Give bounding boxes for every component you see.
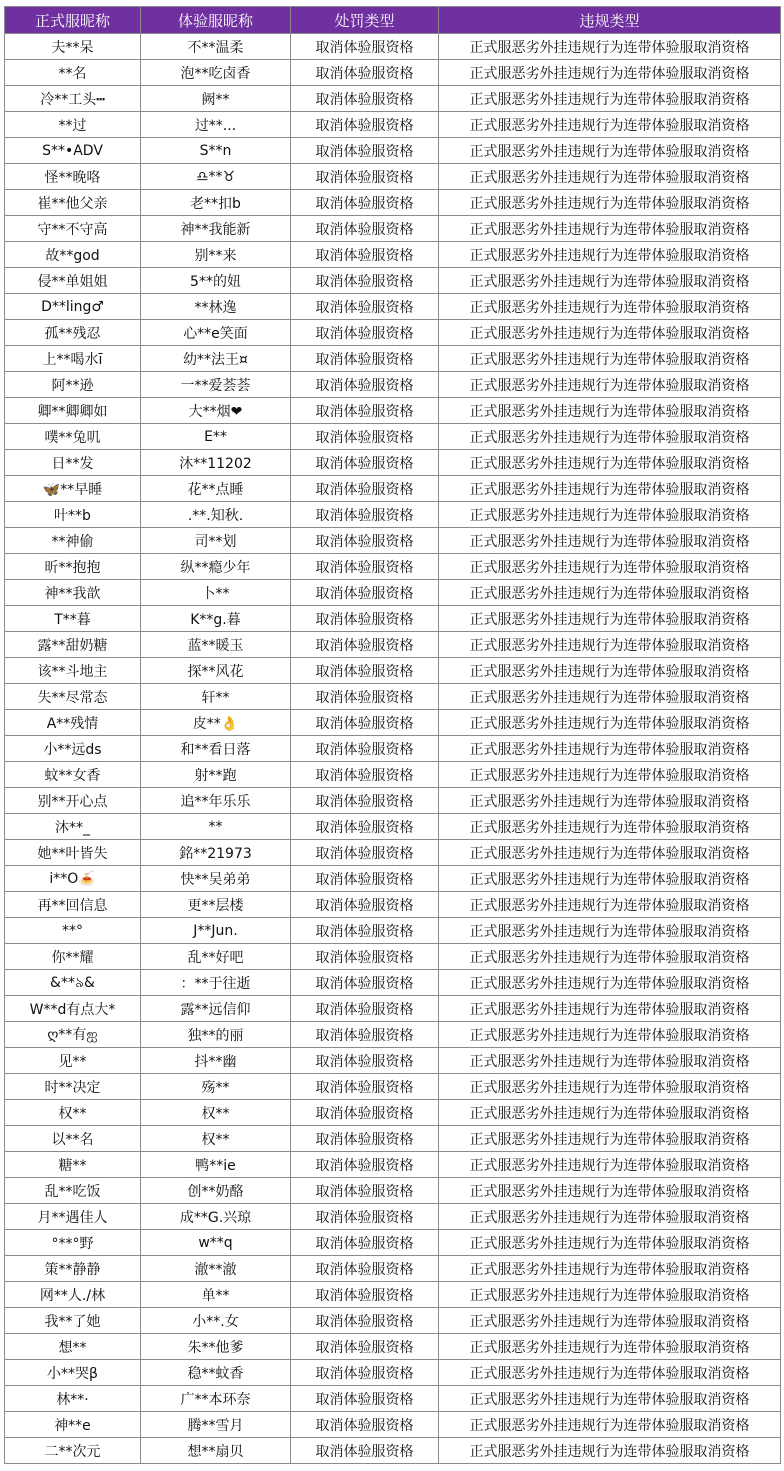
formal-nickname-cell: ღ**有ஐ bbox=[5, 1022, 141, 1048]
violation-type-cell: 正式服恶劣外挂违规行为连带体验服取消资格 bbox=[439, 1204, 781, 1230]
violation-type-cell: 正式服恶劣外挂违规行为连带体验服取消资格 bbox=[439, 1126, 781, 1152]
formal-nickname-cell: 昕**抱抱 bbox=[5, 554, 141, 580]
formal-nickname-cell: 噗**兔叽 bbox=[5, 424, 141, 450]
violation-type-cell: 正式服恶劣外挂违规行为连带体验服取消资格 bbox=[439, 736, 781, 762]
formal-nickname-cell: 林**· bbox=[5, 1386, 141, 1412]
table-row bbox=[5, 190, 781, 216]
penalty-type-cell: 取消体验服资格 bbox=[291, 866, 439, 892]
violation-type-cell: 正式服恶劣外挂违规行为连带体验服取消资格 bbox=[439, 294, 781, 320]
trial-nickname-cell: E** bbox=[141, 424, 291, 450]
trial-nickname-cell: 不**温柔 bbox=[141, 34, 291, 60]
table-row bbox=[5, 1048, 781, 1074]
formal-nickname-cell: 你**耀 bbox=[5, 944, 141, 970]
penalty-type-cell: 取消体验服资格 bbox=[291, 554, 439, 580]
table-row bbox=[5, 1282, 781, 1308]
trial-nickname-cell: 殇** bbox=[141, 1074, 291, 1100]
violation-type-cell: 正式服恶劣外挂违规行为连带体验服取消资格 bbox=[439, 476, 781, 502]
penalty-type-cell: 取消体验服资格 bbox=[291, 502, 439, 528]
penalty-type-cell: 取消体验服资格 bbox=[291, 138, 439, 164]
violation-type-cell: 正式服恶劣外挂违规行为连带体验服取消资格 bbox=[439, 242, 781, 268]
penalty-type-cell: 取消体验服资格 bbox=[291, 1230, 439, 1256]
violation-type-cell: 正式服恶劣外挂违规行为连带体验服取消资格 bbox=[439, 86, 781, 112]
table-row bbox=[5, 554, 781, 580]
formal-nickname-cell: 沐**_ bbox=[5, 814, 141, 840]
penalty-type-cell: 取消体验服资格 bbox=[291, 1100, 439, 1126]
formal-nickname-cell: 崔**他父亲 bbox=[5, 190, 141, 216]
penalty-type-cell: 取消体验服资格 bbox=[291, 450, 439, 476]
trial-nickname-cell: w**q bbox=[141, 1230, 291, 1256]
trial-nickname-cell: K**g.暮 bbox=[141, 606, 291, 632]
violation-type-cell: 正式服恶劣外挂违规行为连带体验服取消资格 bbox=[439, 788, 781, 814]
violation-type-cell: 正式服恶劣外挂违规行为连带体验服取消资格 bbox=[439, 1308, 781, 1334]
formal-nickname-cell: 别**开心点 bbox=[5, 788, 141, 814]
trial-nickname-cell: 创**奶酪 bbox=[141, 1178, 291, 1204]
header-trial-nickname: 体验服昵称 bbox=[141, 7, 291, 34]
trial-nickname-cell: 过**... bbox=[141, 112, 291, 138]
penalty-type-cell: 取消体验服资格 bbox=[291, 476, 439, 502]
formal-nickname-cell: 以**名 bbox=[5, 1126, 141, 1152]
table-row bbox=[5, 268, 781, 294]
table-row bbox=[5, 1230, 781, 1256]
trial-nickname-cell: 老**扣b bbox=[141, 190, 291, 216]
penalty-type-cell: 取消体验服资格 bbox=[291, 164, 439, 190]
table-row bbox=[5, 762, 781, 788]
violation-type-cell: 正式服恶劣外挂违规行为连带体验服取消资格 bbox=[439, 710, 781, 736]
penalty-type-cell: 取消体验服资格 bbox=[291, 1412, 439, 1438]
violation-type-cell: 正式服恶劣外挂违规行为连带体验服取消资格 bbox=[439, 632, 781, 658]
formal-nickname-cell: 见** bbox=[5, 1048, 141, 1074]
penalty-type-cell: 取消体验服资格 bbox=[291, 1152, 439, 1178]
penalty-type-cell: 取消体验服资格 bbox=[291, 996, 439, 1022]
formal-nickname-cell: 二**次元 bbox=[5, 1438, 141, 1464]
formal-nickname-cell: 小**哭β bbox=[5, 1360, 141, 1386]
table-row bbox=[5, 814, 781, 840]
trial-nickname-cell: 銘**21973 bbox=[141, 840, 291, 866]
table-row bbox=[5, 606, 781, 632]
penalty-type-cell: 取消体验服资格 bbox=[291, 1256, 439, 1282]
trial-nickname-cell: 独**的丽 bbox=[141, 1022, 291, 1048]
header-violation-type: 违规类型 bbox=[439, 7, 781, 34]
penalty-type-cell: 取消体验服资格 bbox=[291, 1386, 439, 1412]
trial-nickname-cell: 和**看日落 bbox=[141, 736, 291, 762]
violation-type-cell: 正式服恶劣外挂违规行为连带体验服取消资格 bbox=[439, 814, 781, 840]
penalty-type-cell: 取消体验服资格 bbox=[291, 320, 439, 346]
violation-type-cell: 正式服恶劣外挂违规行为连带体验服取消资格 bbox=[439, 892, 781, 918]
table-row bbox=[5, 1256, 781, 1282]
penalty-table-container bbox=[4, 6, 780, 1464]
penalty-type-cell: 取消体验服资格 bbox=[291, 736, 439, 762]
formal-nickname-cell: S**•ADV bbox=[5, 138, 141, 164]
penalty-type-cell: 取消体验服资格 bbox=[291, 944, 439, 970]
table-row bbox=[5, 398, 781, 424]
penalty-type-cell: 取消体验服资格 bbox=[291, 424, 439, 450]
penalty-type-cell: 取消体验服资格 bbox=[291, 840, 439, 866]
table-row bbox=[5, 1360, 781, 1386]
formal-nickname-cell: T**暮 bbox=[5, 606, 141, 632]
trial-nickname-cell: 轩** bbox=[141, 684, 291, 710]
table-header bbox=[5, 7, 781, 34]
penalty-table bbox=[4, 6, 781, 1464]
formal-nickname-cell: 我**了她 bbox=[5, 1308, 141, 1334]
trial-nickname-cell: ♎**♉ bbox=[141, 164, 291, 190]
formal-nickname-cell: &**৯& bbox=[5, 970, 141, 996]
trial-nickname-cell: 稳**蚊香 bbox=[141, 1360, 291, 1386]
violation-type-cell: 正式服恶劣外挂违规行为连带体验服取消资格 bbox=[439, 190, 781, 216]
table-row bbox=[5, 684, 781, 710]
table-row bbox=[5, 632, 781, 658]
formal-nickname-cell: 露**甜奶糖 bbox=[5, 632, 141, 658]
table-row bbox=[5, 1386, 781, 1412]
trial-nickname-cell: 泡**吃卤香 bbox=[141, 60, 291, 86]
trial-nickname-cell: ** bbox=[141, 814, 291, 840]
violation-type-cell: 正式服恶劣外挂违规行为连带体验服取消资格 bbox=[439, 502, 781, 528]
table-row bbox=[5, 1126, 781, 1152]
formal-nickname-cell: 故**god bbox=[5, 242, 141, 268]
violation-type-cell: 正式服恶劣外挂违规行为连带体验服取消资格 bbox=[439, 1334, 781, 1360]
penalty-type-cell: 取消体验服资格 bbox=[291, 970, 439, 996]
formal-nickname-cell: 乱**吃饭 bbox=[5, 1178, 141, 1204]
violation-type-cell: 正式服恶劣外挂违规行为连带体验服取消资格 bbox=[439, 840, 781, 866]
formal-nickname-cell: 蚊**女香 bbox=[5, 762, 141, 788]
table-body bbox=[5, 34, 781, 1464]
penalty-type-cell: 取消体验服资格 bbox=[291, 580, 439, 606]
trial-nickname-cell: 5**的妞 bbox=[141, 268, 291, 294]
penalty-type-cell: 取消体验服资格 bbox=[291, 372, 439, 398]
penalty-type-cell: 取消体验服资格 bbox=[291, 1178, 439, 1204]
violation-type-cell: 正式服恶劣外挂违规行为连带体验服取消资格 bbox=[439, 372, 781, 398]
penalty-type-cell: 取消体验服资格 bbox=[291, 606, 439, 632]
table-row bbox=[5, 996, 781, 1022]
trial-nickname-cell: 花**点睡 bbox=[141, 476, 291, 502]
violation-type-cell: 正式服恶劣外挂违规行为连带体验服取消资格 bbox=[439, 268, 781, 294]
formal-nickname-cell: 她**叶皆失 bbox=[5, 840, 141, 866]
formal-nickname-cell: i**O🍝 bbox=[5, 866, 141, 892]
table-row bbox=[5, 1334, 781, 1360]
table-row bbox=[5, 1074, 781, 1100]
violation-type-cell: 正式服恶劣外挂违规行为连带体验服取消资格 bbox=[439, 1048, 781, 1074]
violation-type-cell: 正式服恶劣外挂违规行为连带体验服取消资格 bbox=[439, 450, 781, 476]
table-row bbox=[5, 424, 781, 450]
table-row bbox=[5, 1022, 781, 1048]
formal-nickname-cell: 网**人./林 bbox=[5, 1282, 141, 1308]
violation-type-cell: 正式服恶劣外挂违规行为连带体验服取消资格 bbox=[439, 346, 781, 372]
table-row bbox=[5, 1204, 781, 1230]
penalty-type-cell: 取消体验服资格 bbox=[291, 1126, 439, 1152]
trial-nickname-cell: 更**层楼 bbox=[141, 892, 291, 918]
penalty-type-cell: 取消体验服资格 bbox=[291, 346, 439, 372]
trial-nickname-cell: 一**爱荟荟 bbox=[141, 372, 291, 398]
violation-type-cell: 正式服恶劣外挂违规行为连带体验服取消资格 bbox=[439, 216, 781, 242]
trial-nickname-cell: 露**远信仰 bbox=[141, 996, 291, 1022]
formal-nickname-cell: 想** bbox=[5, 1334, 141, 1360]
formal-nickname-cell: 小**远ds bbox=[5, 736, 141, 762]
trial-nickname-cell: 抖**幽 bbox=[141, 1048, 291, 1074]
trial-nickname-cell: 追**年乐乐 bbox=[141, 788, 291, 814]
trial-nickname-cell: 皮**👌 bbox=[141, 710, 291, 736]
formal-nickname-cell: 守**不守高 bbox=[5, 216, 141, 242]
trial-nickname-cell: 成**G.兴琼 bbox=[141, 1204, 291, 1230]
trial-nickname-cell: 幼**法王¤ bbox=[141, 346, 291, 372]
violation-type-cell: 正式服恶劣外挂违规行为连带体验服取消资格 bbox=[439, 554, 781, 580]
penalty-type-cell: 取消体验服资格 bbox=[291, 632, 439, 658]
trial-nickname-cell: 权** bbox=[141, 1126, 291, 1152]
table-row bbox=[5, 1100, 781, 1126]
violation-type-cell: 正式服恶劣外挂违规行为连带体验服取消资格 bbox=[439, 1386, 781, 1412]
penalty-type-cell: 取消体验服资格 bbox=[291, 762, 439, 788]
formal-nickname-cell: 权** bbox=[5, 1100, 141, 1126]
table-row bbox=[5, 86, 781, 112]
table-row bbox=[5, 372, 781, 398]
penalty-type-cell: 取消体验服资格 bbox=[291, 710, 439, 736]
trial-nickname-cell: 射**跑 bbox=[141, 762, 291, 788]
formal-nickname-cell: 神**e bbox=[5, 1412, 141, 1438]
formal-nickname-cell: 该**斗地主 bbox=[5, 658, 141, 684]
violation-type-cell: 正式服恶劣外挂违规行为连带体验服取消资格 bbox=[439, 1100, 781, 1126]
trial-nickname-cell: **林逸 bbox=[141, 294, 291, 320]
violation-type-cell: 正式服恶劣外挂违规行为连带体验服取消资格 bbox=[439, 138, 781, 164]
table-row bbox=[5, 970, 781, 996]
penalty-type-cell: 取消体验服资格 bbox=[291, 658, 439, 684]
penalty-type-cell: 取消体验服资格 bbox=[291, 1074, 439, 1100]
penalty-type-cell: 取消体验服资格 bbox=[291, 1438, 439, 1464]
table-row bbox=[5, 502, 781, 528]
formal-nickname-cell: 怪**晚咯 bbox=[5, 164, 141, 190]
violation-type-cell: 正式服恶劣外挂违规行为连带体验服取消资格 bbox=[439, 424, 781, 450]
penalty-type-cell: 取消体验服资格 bbox=[291, 112, 439, 138]
violation-type-cell: 正式服恶劣外挂违规行为连带体验服取消资格 bbox=[439, 1282, 781, 1308]
penalty-type-cell: 取消体验服资格 bbox=[291, 34, 439, 60]
table-row bbox=[5, 892, 781, 918]
penalty-type-cell: 取消体验服资格 bbox=[291, 684, 439, 710]
table-row bbox=[5, 736, 781, 762]
trial-nickname-cell: 卜** bbox=[141, 580, 291, 606]
table-row bbox=[5, 320, 781, 346]
table-row bbox=[5, 840, 781, 866]
formal-nickname-cell: 阿**逊 bbox=[5, 372, 141, 398]
violation-type-cell: 正式服恶劣外挂违规行为连带体验服取消资格 bbox=[439, 1074, 781, 1100]
table-row bbox=[5, 1308, 781, 1334]
table-row bbox=[5, 34, 781, 60]
formal-nickname-cell: 时**决定 bbox=[5, 1074, 141, 1100]
trial-nickname-cell: ：**于往逝 bbox=[141, 970, 291, 996]
penalty-type-cell: 取消体验服资格 bbox=[291, 268, 439, 294]
violation-type-cell: 正式服恶劣外挂违规行为连带体验服取消资格 bbox=[439, 996, 781, 1022]
table-row bbox=[5, 1412, 781, 1438]
penalty-type-cell: 取消体验服资格 bbox=[291, 216, 439, 242]
trial-nickname-cell: 别**来 bbox=[141, 242, 291, 268]
penalty-type-cell: 取消体验服资格 bbox=[291, 1048, 439, 1074]
trial-nickname-cell: 腾**雪月 bbox=[141, 1412, 291, 1438]
violation-type-cell: 正式服恶劣外挂违规行为连带体验服取消资格 bbox=[439, 1438, 781, 1464]
table-row bbox=[5, 866, 781, 892]
penalty-type-cell: 取消体验服资格 bbox=[291, 1204, 439, 1230]
formal-nickname-cell: 🦋**早睡 bbox=[5, 476, 141, 502]
trial-nickname-cell: 鸭**ie bbox=[141, 1152, 291, 1178]
trial-nickname-cell: 单** bbox=[141, 1282, 291, 1308]
trial-nickname-cell: J**Jun. bbox=[141, 918, 291, 944]
violation-type-cell: 正式服恶劣外挂违规行为连带体验服取消资格 bbox=[439, 112, 781, 138]
penalty-type-cell: 取消体验服资格 bbox=[291, 86, 439, 112]
table-row bbox=[5, 1178, 781, 1204]
violation-type-cell: 正式服恶劣外挂违规行为连带体验服取消资格 bbox=[439, 918, 781, 944]
formal-nickname-cell: 再**回信息 bbox=[5, 892, 141, 918]
trial-nickname-cell: 沐**11202 bbox=[141, 450, 291, 476]
formal-nickname-cell: 神**我歆 bbox=[5, 580, 141, 606]
penalty-type-cell: 取消体验服资格 bbox=[291, 892, 439, 918]
violation-type-cell: 正式服恶劣外挂违规行为连带体验服取消资格 bbox=[439, 320, 781, 346]
violation-type-cell: 正式服恶劣外挂违规行为连带体验服取消资格 bbox=[439, 970, 781, 996]
violation-type-cell: 正式服恶劣外挂违规行为连带体验服取消资格 bbox=[439, 1256, 781, 1282]
trial-nickname-cell: 心**e笑面 bbox=[141, 320, 291, 346]
violation-type-cell: 正式服恶劣外挂违规行为连带体验服取消资格 bbox=[439, 398, 781, 424]
penalty-type-cell: 取消体验服资格 bbox=[291, 1282, 439, 1308]
formal-nickname-cell: 夫**呆 bbox=[5, 34, 141, 60]
trial-nickname-cell: 探**风花 bbox=[141, 658, 291, 684]
formal-nickname-cell: D**ling♂ bbox=[5, 294, 141, 320]
header-penalty-type: 处罚类型 bbox=[291, 7, 439, 34]
violation-type-cell: 正式服恶劣外挂违规行为连带体验服取消资格 bbox=[439, 528, 781, 554]
table-row bbox=[5, 346, 781, 372]
violation-type-cell: 正式服恶劣外挂违规行为连带体验服取消资格 bbox=[439, 34, 781, 60]
violation-type-cell: 正式服恶劣外挂违规行为连带体验服取消资格 bbox=[439, 164, 781, 190]
table-row bbox=[5, 528, 781, 554]
trial-nickname-cell: 纵**瘾少年 bbox=[141, 554, 291, 580]
trial-nickname-cell: 权** bbox=[141, 1100, 291, 1126]
table-row bbox=[5, 138, 781, 164]
table-row bbox=[5, 242, 781, 268]
violation-type-cell: 正式服恶劣外挂违规行为连带体验服取消资格 bbox=[439, 944, 781, 970]
table-row bbox=[5, 1152, 781, 1178]
formal-nickname-cell: 侵**单姐姐 bbox=[5, 268, 141, 294]
table-row bbox=[5, 788, 781, 814]
violation-type-cell: 正式服恶劣外挂违规行为连带体验服取消资格 bbox=[439, 580, 781, 606]
violation-type-cell: 正式服恶劣外挂违规行为连带体验服取消资格 bbox=[439, 658, 781, 684]
trial-nickname-cell: 阙** bbox=[141, 86, 291, 112]
penalty-type-cell: 取消体验服资格 bbox=[291, 1360, 439, 1386]
trial-nickname-cell: 快**吴弟弟 bbox=[141, 866, 291, 892]
formal-nickname-cell: 冷**工头┅ bbox=[5, 86, 141, 112]
formal-nickname-cell: A**残情 bbox=[5, 710, 141, 736]
table-row bbox=[5, 294, 781, 320]
trial-nickname-cell: 神**我能新 bbox=[141, 216, 291, 242]
table-row bbox=[5, 60, 781, 86]
violation-type-cell: 正式服恶劣外挂违规行为连带体验服取消资格 bbox=[439, 1230, 781, 1256]
violation-type-cell: 正式服恶劣外挂违规行为连带体验服取消资格 bbox=[439, 1412, 781, 1438]
violation-type-cell: 正式服恶劣外挂违规行为连带体验服取消资格 bbox=[439, 1178, 781, 1204]
table-row bbox=[5, 450, 781, 476]
trial-nickname-cell: .**.知秋. bbox=[141, 502, 291, 528]
formal-nickname-cell: 策**静静 bbox=[5, 1256, 141, 1282]
violation-type-cell: 正式服恶劣外挂违规行为连带体验服取消资格 bbox=[439, 1022, 781, 1048]
formal-nickname-cell: 月**遇佳人 bbox=[5, 1204, 141, 1230]
table-row bbox=[5, 580, 781, 606]
table-row bbox=[5, 944, 781, 970]
table-row bbox=[5, 216, 781, 242]
header-row bbox=[5, 7, 781, 34]
trial-nickname-cell: 司**划 bbox=[141, 528, 291, 554]
penalty-type-cell: 取消体验服资格 bbox=[291, 918, 439, 944]
violation-type-cell: 正式服恶劣外挂违规行为连带体验服取消资格 bbox=[439, 606, 781, 632]
trial-nickname-cell: 大**烟❤ bbox=[141, 398, 291, 424]
trial-nickname-cell: 想**扇贝 bbox=[141, 1438, 291, 1464]
penalty-type-cell: 取消体验服资格 bbox=[291, 1334, 439, 1360]
violation-type-cell: 正式服恶劣外挂违规行为连带体验服取消资格 bbox=[439, 1360, 781, 1386]
trial-nickname-cell: 澈**澈 bbox=[141, 1256, 291, 1282]
table-row bbox=[5, 476, 781, 502]
formal-nickname-cell: **神偷 bbox=[5, 528, 141, 554]
trial-nickname-cell: S**n bbox=[141, 138, 291, 164]
formal-nickname-cell: 叶**b bbox=[5, 502, 141, 528]
penalty-type-cell: 取消体验服资格 bbox=[291, 1022, 439, 1048]
header-formal-nickname: 正式服昵称 bbox=[5, 7, 141, 34]
penalty-type-cell: 取消体验服资格 bbox=[291, 294, 439, 320]
formal-nickname-cell: **° bbox=[5, 918, 141, 944]
penalty-type-cell: 取消体验服资格 bbox=[291, 814, 439, 840]
formal-nickname-cell: W**d有点大* bbox=[5, 996, 141, 1022]
trial-nickname-cell: 小**.女 bbox=[141, 1308, 291, 1334]
trial-nickname-cell: 广**本环奈 bbox=[141, 1386, 291, 1412]
table-row bbox=[5, 710, 781, 736]
violation-type-cell: 正式服恶劣外挂违规行为连带体验服取消资格 bbox=[439, 60, 781, 86]
table-row bbox=[5, 918, 781, 944]
violation-type-cell: 正式服恶劣外挂违规行为连带体验服取消资格 bbox=[439, 866, 781, 892]
penalty-type-cell: 取消体验服资格 bbox=[291, 528, 439, 554]
trial-nickname-cell: 蓝**暖玉 bbox=[141, 632, 291, 658]
violation-type-cell: 正式服恶劣外挂违规行为连带体验服取消资格 bbox=[439, 1152, 781, 1178]
penalty-type-cell: 取消体验服资格 bbox=[291, 398, 439, 424]
trial-nickname-cell: 乱**好吧 bbox=[141, 944, 291, 970]
formal-nickname-cell: 失**尽常态 bbox=[5, 684, 141, 710]
table-row bbox=[5, 1438, 781, 1464]
penalty-type-cell: 取消体验服资格 bbox=[291, 1308, 439, 1334]
formal-nickname-cell: 糖** bbox=[5, 1152, 141, 1178]
formal-nickname-cell: 孤**残忍 bbox=[5, 320, 141, 346]
formal-nickname-cell: **过 bbox=[5, 112, 141, 138]
table-row bbox=[5, 164, 781, 190]
formal-nickname-cell: 日**发 bbox=[5, 450, 141, 476]
penalty-type-cell: 取消体验服资格 bbox=[291, 190, 439, 216]
penalty-type-cell: 取消体验服资格 bbox=[291, 242, 439, 268]
trial-nickname-cell: 朱**他爹 bbox=[141, 1334, 291, 1360]
penalty-type-cell: 取消体验服资格 bbox=[291, 788, 439, 814]
penalty-type-cell: 取消体验服资格 bbox=[291, 60, 439, 86]
table-row bbox=[5, 112, 781, 138]
formal-nickname-cell: 上**喝水ī bbox=[5, 346, 141, 372]
formal-nickname-cell: **名 bbox=[5, 60, 141, 86]
violation-type-cell: 正式服恶劣外挂违规行为连带体验服取消资格 bbox=[439, 684, 781, 710]
violation-type-cell: 正式服恶劣外挂违规行为连带体验服取消资格 bbox=[439, 762, 781, 788]
formal-nickname-cell: 卿**卿卿如 bbox=[5, 398, 141, 424]
table-row bbox=[5, 658, 781, 684]
formal-nickname-cell: °**°野 bbox=[5, 1230, 141, 1256]
